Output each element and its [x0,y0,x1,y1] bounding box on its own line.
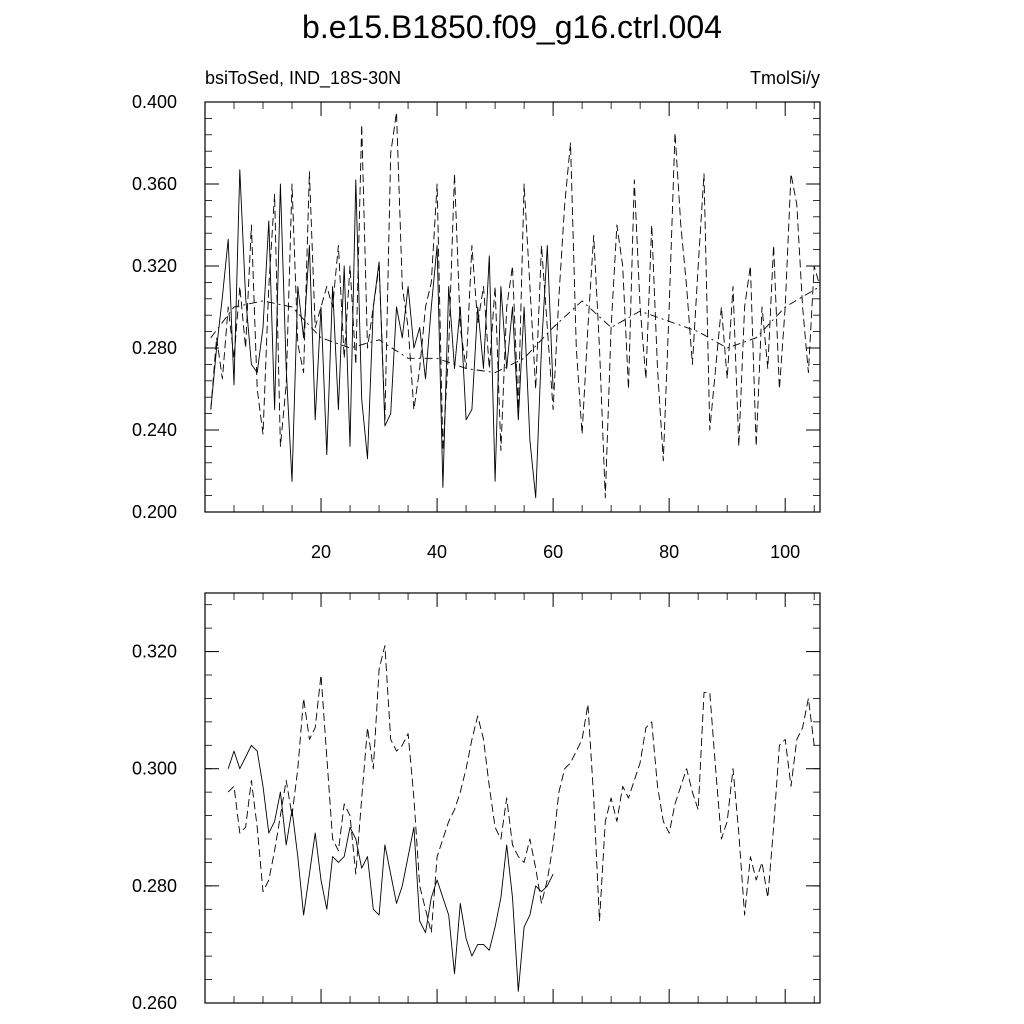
y-tick-label: 0.200 [131,502,177,522]
y-tick-label: 0.260 [131,993,177,1013]
series-line-dashed [211,112,820,497]
left-subtitle: bsiToSed, IND_18S-30N [205,68,402,88]
bottom-panel [132,593,820,1013]
figure-title: b.e15.B1850.f09_g16.ctrl.004 [302,9,722,45]
y-tick-label: 0.280 [131,338,177,358]
x-tick-label: 60 [543,542,564,562]
y-tick-label: 0.320 [131,641,177,662]
right-subtitle: TmolSi/y [749,68,820,88]
y-tick-label: 0.240 [131,420,177,440]
plot-frame [205,593,820,1003]
y-tick-label: 0.280 [131,875,177,896]
x-tick-label: 40 [427,542,448,562]
y-tick-label: 0.320 [131,256,177,276]
y-tick-label: 0.360 [131,174,177,194]
y-tick-label: 0.400 [131,92,177,112]
series-line-solid [228,745,553,991]
series-line-dashed [228,646,814,933]
x-tick-label: 20 [311,542,332,562]
x-tick-label: 100 [770,542,801,562]
top-panel [132,92,820,562]
x-tick-label: 80 [659,542,680,562]
y-tick-label: 0.300 [131,758,177,779]
